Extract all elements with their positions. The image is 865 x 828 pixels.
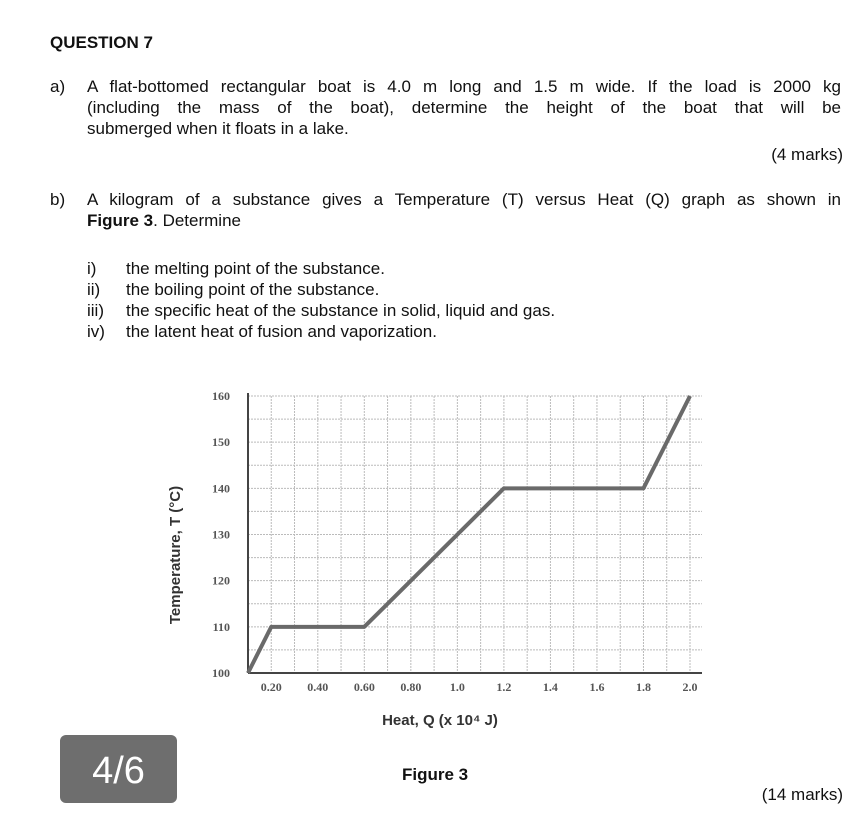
sub-question (87, 300, 555, 321)
part-a-line: (including the mass of the boat), determine the height of the boat that will be (87, 98, 841, 117)
page-indicator-badge: 4/6 (60, 735, 177, 803)
sub-question-text: the boiling point of the substance. (126, 280, 380, 299)
part-b-line: . Determine (153, 211, 241, 230)
figure-ref: Figure 3 (87, 211, 154, 230)
sub-question-num: i) (87, 259, 97, 278)
part-a-label: a) (50, 77, 66, 96)
temperature-heat-chart (150, 380, 710, 730)
axes (248, 393, 702, 673)
sub-question (87, 258, 555, 279)
sub-question-num: iii) (87, 301, 104, 320)
x-tick-label: 1.2 (496, 680, 512, 694)
tick-labels (212, 389, 698, 694)
part-b-label: b) (50, 190, 66, 209)
y-tick-label: 100 (212, 666, 230, 680)
sub-question-num: iv) (87, 322, 105, 341)
y-tick-label: 110 (212, 619, 230, 634)
sub-question-text: the latent heat of fusion and vaporization. (126, 322, 437, 341)
x-tick-label: 0.60 (353, 680, 375, 694)
x-tick-label: 0.80 (400, 680, 422, 694)
sub-question-text: the melting point of the substance. (126, 259, 385, 278)
y-tick-label: 130 (212, 527, 230, 542)
y-tick-label: 160 (212, 389, 230, 403)
y-axis-label: Temperature, T (°C) (167, 485, 184, 625)
sub-question-num: ii) (87, 280, 101, 299)
part-a-marks: (4 marks) (771, 145, 843, 164)
y-tick-label: 140 (212, 481, 230, 496)
y-tick-label: 150 (212, 435, 230, 450)
part-a-line: A flat-bottomed rectangular boat is 4.0 m long and 1.5 m wide. If the load is 2000 kg (87, 77, 841, 96)
sub-question (87, 279, 555, 300)
x-tick-label: 0.20 (260, 680, 282, 694)
x-tick-label: 1.8 (635, 680, 651, 694)
x-tick-label: 1.0 (449, 680, 465, 694)
part-b-line: A kilogram of a substance gives a Temperature (T) versus Heat (Q) graph as shown in (87, 190, 841, 209)
question-title: QUESTION 7 (50, 33, 153, 52)
x-tick-label: 2.0 (682, 680, 698, 694)
figure-caption: Figure 3 (402, 765, 469, 784)
part-a-text (87, 76, 841, 139)
part-b-marks: (14 marks) (761, 785, 843, 804)
part-a-line: submerged when it floats in a lake. (87, 119, 349, 138)
x-tick-label: 0.40 (307, 680, 329, 694)
sub-question-list (87, 258, 555, 342)
sub-question (87, 321, 555, 342)
y-tick-label: 120 (212, 573, 230, 588)
part-b-text (87, 189, 841, 231)
x-tick-label: 1.4 (542, 680, 558, 694)
sub-question-text: the specific heat of the substance in solid, liquid and gas. (126, 301, 556, 320)
grid (248, 396, 702, 673)
x-axis-label: Heat, Q (x 10⁴ J) (382, 712, 498, 729)
x-tick-label: 1.6 (589, 680, 605, 694)
